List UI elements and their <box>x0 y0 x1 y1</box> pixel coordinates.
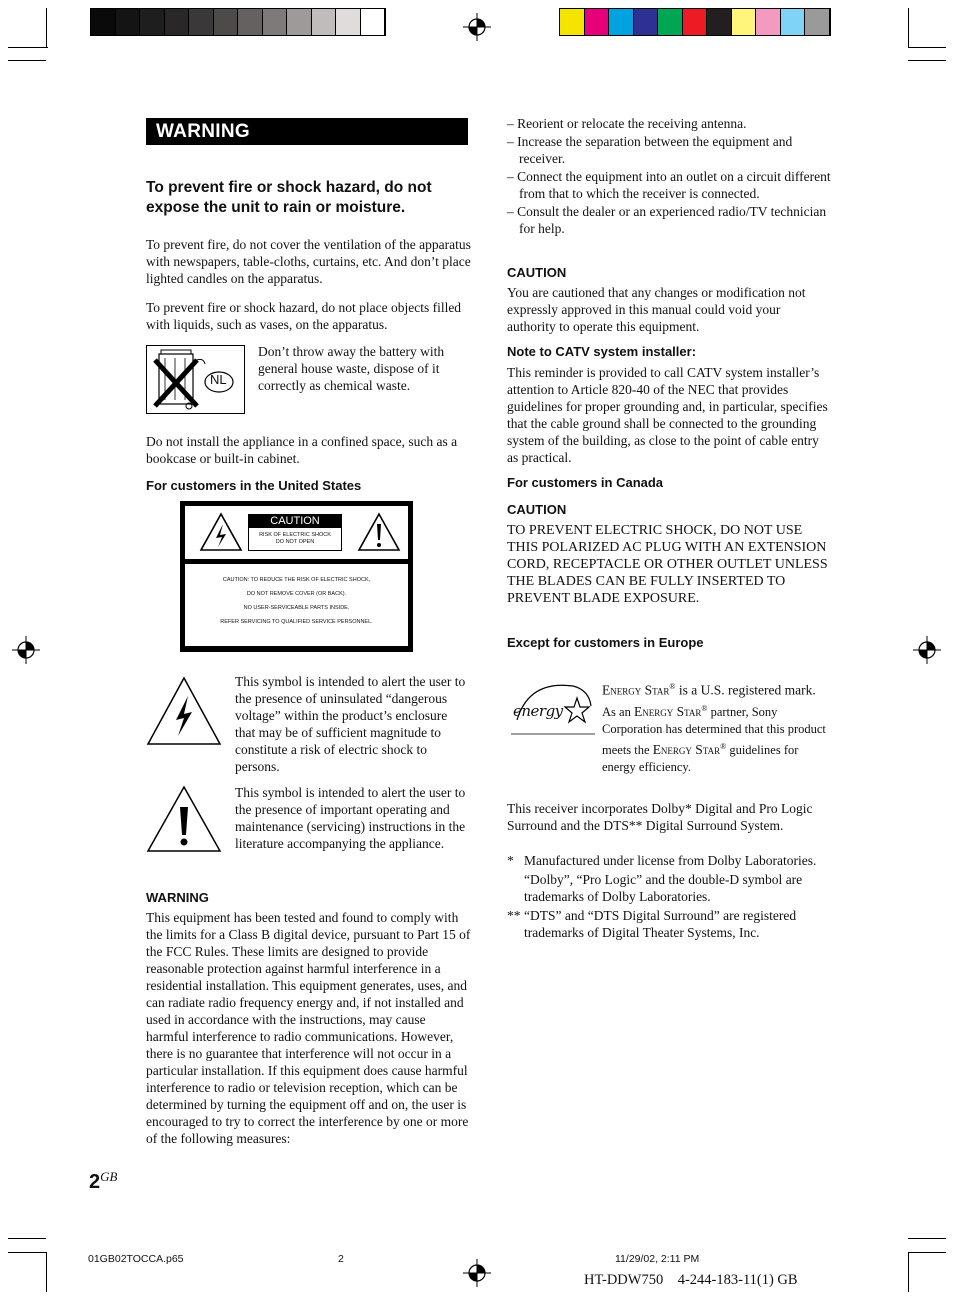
color-swatch <box>336 9 361 35</box>
footer-date: 11/29/02, 2:11 PM <box>615 1253 700 1265</box>
caution-label <box>180 501 413 652</box>
battery-text: Don’t throw away the battery with general house waste, dispose of it correctly as chemical waste. <box>258 344 445 393</box>
crop-mark <box>908 1252 909 1292</box>
color-swatch <box>732 9 757 35</box>
energy-star-p1 <box>602 678 834 699</box>
crop-mark <box>908 60 946 61</box>
crop-mark <box>908 1252 946 1253</box>
crop-mark <box>908 8 909 48</box>
lightning-triangle-icon <box>199 512 243 552</box>
paragraph: This equipment has been tested and found to comply with the limits for a Class B digital device, pursuant to Part 15 of the FCC Rules. These limits are designed to provide reasonable protection against harmful interference in a residential installation. This equipment generates, uses, and can radiate radio frequency energy and, if not installed and used in accordance with the instructions, may cause harmful interference to radio communications. However, there is no guarantee that interference will not occur in a particular installation. If this equipment does cause harmful interference to radio or television reception, which can be determined by turning the equipment off and on, the user is encouraged to try to correct the interference by one or more of the following measures: <box>146 910 471 1146</box>
caution-line: NO USER-SERVICEABLE PARTS INSIDE. <box>243 605 350 611</box>
color-swatch <box>214 9 239 35</box>
footnotes <box>507 852 832 941</box>
energy-star-logo <box>509 676 595 736</box>
color-swatch <box>585 9 610 35</box>
footer-filename: 01GB02TOCCA.p65 <box>88 1253 184 1265</box>
list-item: – Connect the equipment into an outlet on a circuit different from that to which the receiver is connected. <box>507 169 831 201</box>
footnote-mark: ** <box>507 908 521 923</box>
crop-mark <box>8 47 48 48</box>
reg-mark: ® <box>669 682 676 691</box>
energy-p2-end: guidelines for energy efficiency. <box>602 742 799 774</box>
color-swatch <box>361 9 386 35</box>
section-heading: CAUTION <box>507 502 567 517</box>
energy-p1-rest: is a U.S. registered mark. <box>675 682 816 698</box>
caution-line: REFER SERVICING TO QUALIFIED SERVICE PERSONNEL. <box>220 619 373 625</box>
caution-line: CAUTION: TO REDUCE THE RISK OF ELECTRIC SHOCK, <box>222 577 371 583</box>
subtitle: To prevent fire or shock hazard, do not expose the unit to rain or moisture. <box>146 179 432 216</box>
symbol-description: This symbol is intended to alert the user to the presence of uninsulated “dangerous voltage” within the product’s enclosure that may be of sufficient magnitude to constitute a risk of electric shock to persons. <box>235 674 466 774</box>
color-swatch <box>312 9 337 35</box>
color-swatch <box>683 9 708 35</box>
page-number <box>89 1169 117 1194</box>
color-swatch <box>165 9 190 35</box>
battery-disposal-icon <box>146 345 245 414</box>
lightning-triangle-icon <box>146 676 222 746</box>
color-swatch <box>756 9 781 35</box>
paragraph: To prevent fire, do not cover the ventilation of the apparatus with newspapers, table-cloths, curtains, etc. And don’t place lighted candles on the apparatus. <box>146 237 471 286</box>
color-swatch <box>805 9 830 35</box>
section-heading: Note to CATV system installer: <box>507 344 697 359</box>
reg-mark: ® <box>701 703 708 713</box>
list-item: – Increase the separation between the equipment and receiver. <box>507 134 793 166</box>
caution-label-top <box>185 506 408 559</box>
section-heading: WARNING <box>146 890 209 905</box>
color-swatch <box>238 9 263 35</box>
color-calibration-bar <box>559 8 831 36</box>
energy-star-name: Energy Star <box>602 682 670 698</box>
registration-mark-icon <box>463 13 491 41</box>
page-number-suffix: GB <box>100 1169 118 1184</box>
caution-word: CAUTION <box>249 515 341 528</box>
energy-star-p2 <box>602 700 834 776</box>
caution-box-line2: DO NOT OPEN <box>275 539 315 545</box>
footnote <box>507 907 832 941</box>
symbol-description: This symbol is intended to alert the user to the presence of important operating and maintenance (servicing) instructions in the literature accompanying the appliance. <box>235 785 466 851</box>
caution-line: DO NOT REMOVE COVER (OR BACK). <box>246 591 347 597</box>
color-swatch <box>560 9 585 35</box>
caution-box <box>248 514 342 551</box>
crop-mark <box>46 8 47 48</box>
exclamation-triangle-icon <box>357 512 401 552</box>
crop-mark <box>8 60 46 61</box>
crop-mark <box>908 47 946 48</box>
paragraph: This receiver incorporates Dolby* Digital and Pro Logic Surround and the DTS** Digital Surround System. <box>507 801 813 833</box>
exclamation-triangle-icon <box>146 785 222 853</box>
paragraph: Do not install the appliance in a confined space, such as a bookcase or built-in cabinet. <box>146 434 458 466</box>
section-heading: For customers in Canada <box>507 475 664 490</box>
footnote-mark: * <box>507 853 514 868</box>
reg-mark: ® <box>720 741 727 751</box>
energy-p2-mid: partner, Sony Corporation has determined that this product meets the <box>602 704 826 757</box>
color-swatch <box>263 9 288 35</box>
section-heading: CAUTION <box>507 265 567 280</box>
energy-star-name: Energy Star <box>652 741 721 757</box>
crop-mark <box>8 1252 46 1253</box>
paragraph: TO PREVENT ELECTRIC SHOCK, DO NOT USE THIS POLARIZED AC PLUG WITH AN EXTENSION CORD, RECEPTACLE OR OTHER OUTLET UNLESS THE BLADES CAN BE FULLY INSERTED TO PREVENT BLADE EXPOSURE. <box>507 523 828 606</box>
energy-star-text <box>602 678 834 776</box>
registration-mark-icon <box>12 636 40 664</box>
page-number-value: 2 <box>89 1171 101 1193</box>
footnote-text: “DTS” and “DTS Digital Surround” are registered trademarks of Digital Theater Systems, Inc. <box>524 908 797 940</box>
registration-mark-icon <box>913 636 941 664</box>
caution-box-line1: RISK OF ELECTRIC SHOCK <box>259 532 331 538</box>
registration-mark-icon <box>463 1259 491 1287</box>
warning-header <box>146 118 468 145</box>
section-heading: For customers in the United States <box>146 478 362 493</box>
energy-p2-start: As an <box>602 704 634 719</box>
color-swatch <box>189 9 214 35</box>
footnote-text: Manufactured under license from Dolby Laboratories. <box>524 853 817 868</box>
caution-label-bottom <box>185 564 408 646</box>
color-swatch <box>634 9 659 35</box>
color-swatch <box>140 9 165 35</box>
color-swatch <box>658 9 683 35</box>
energy-logo-text: energy <box>513 702 563 720</box>
battery-badge: NL <box>210 372 227 387</box>
footer-model: HT-DDW750 4-244-183-11(1) GB <box>584 1272 798 1288</box>
list-item: – Reorient or relocate the receiving antenna. <box>507 116 747 131</box>
page-title: WARNING <box>156 121 250 142</box>
energy-star-name: Energy Star <box>633 703 702 719</box>
grayscale-calibration-bar <box>90 8 386 36</box>
footer-page: 2 <box>338 1253 344 1265</box>
paragraph: This reminder is provided to call CATV system installer’s attention to Article 820-40 of the NEC that provides guidelines for proper grounding and, in particular, specifies that the cable ground shall be connected to the grounding system of the building, as close to the point of cable entry as practical. <box>507 365 828 465</box>
list-item: – Consult the dealer or an experienced radio/TV technician for help. <box>507 204 827 236</box>
paragraph: To prevent fire or shock hazard, do not place objects filled with liquids, such as vases, on the apparatus. <box>146 300 462 332</box>
crop-mark <box>8 1238 46 1239</box>
color-swatch <box>707 9 732 35</box>
color-swatch <box>116 9 141 35</box>
color-swatch <box>781 9 806 35</box>
color-swatch <box>287 9 312 35</box>
footnote <box>507 852 832 869</box>
crop-mark <box>908 1238 946 1239</box>
section-heading: Except for customers in Europe <box>507 635 704 650</box>
measures-list <box>507 115 832 237</box>
paragraph: You are cautioned that any changes or modification not expressly approved in this manual could void your authority to operate this equipment. <box>507 285 806 334</box>
crop-mark <box>46 1252 47 1292</box>
color-swatch <box>609 9 634 35</box>
footnote-text: “Dolby”, “Pro Logic” and the double-D symbol are trademarks of Dolby Laboratories. <box>524 872 803 904</box>
color-swatch <box>91 9 116 35</box>
